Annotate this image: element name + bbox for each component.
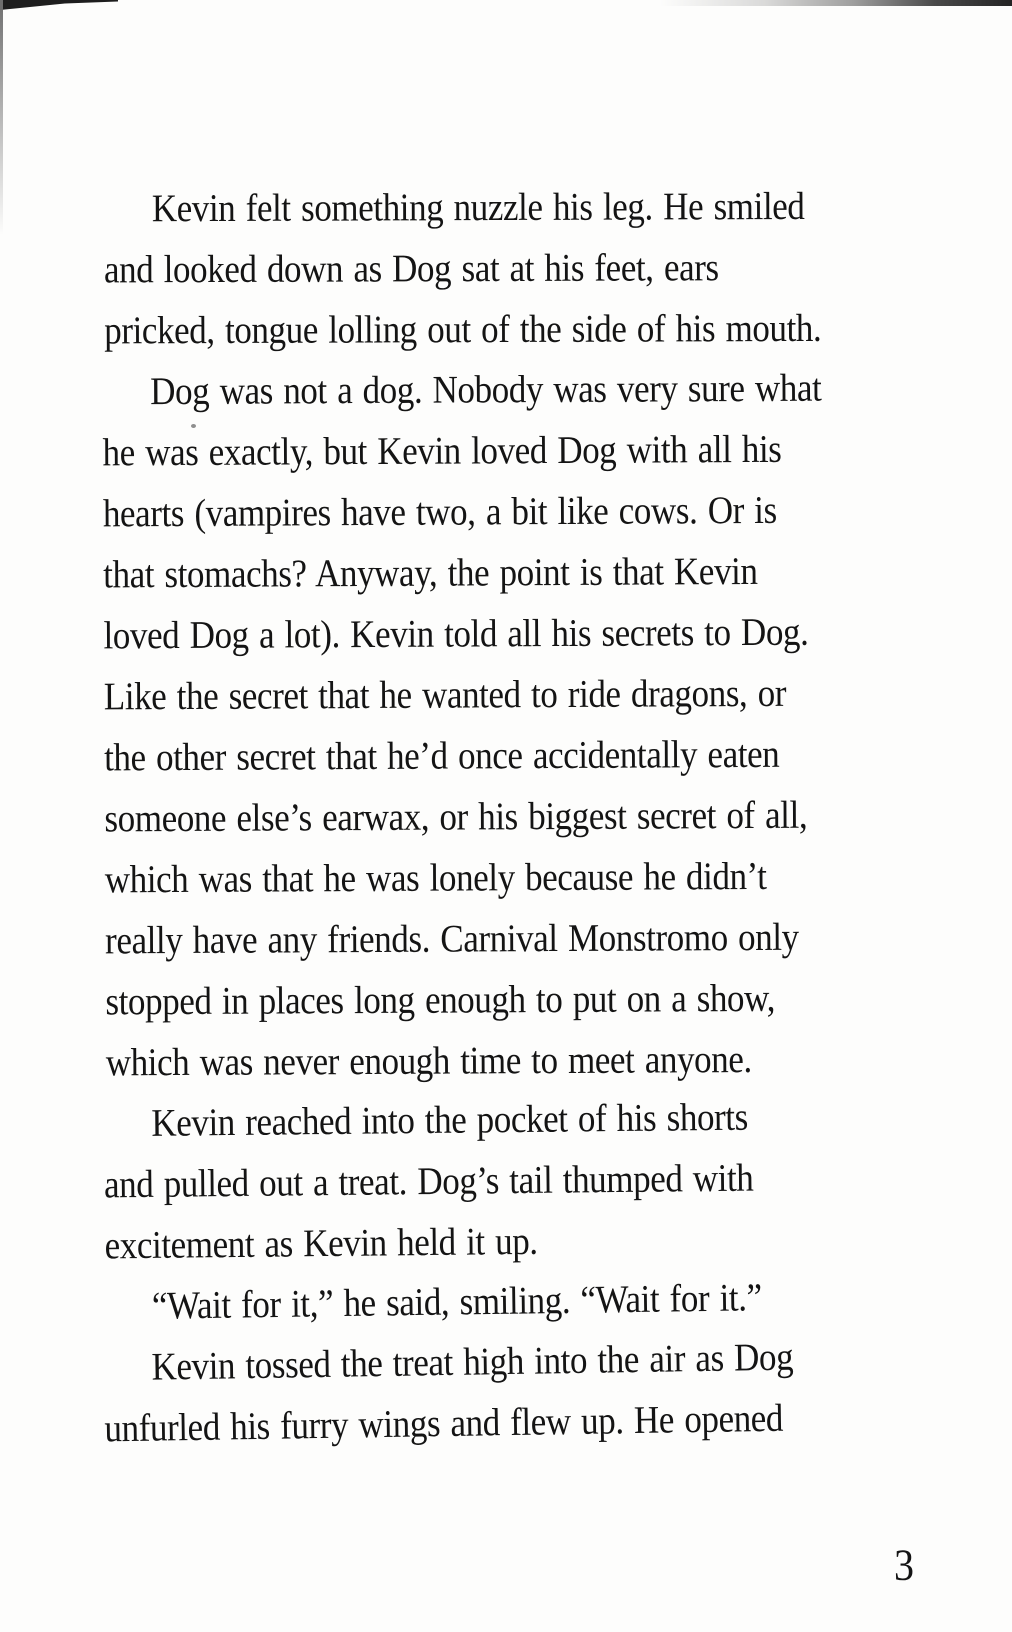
scan-edge-artifact-top-left <box>0 0 118 10</box>
text-line: someone else’s earwax, or his biggest secret of all, <box>104 792 808 841</box>
text-line: Kevin felt something nuzzle his leg. He smiled <box>151 184 805 231</box>
text-line: excitement as Kevin held it up. <box>104 1219 538 1268</box>
text-line: the other secret that he’d once accidentally eaten <box>104 732 780 780</box>
text-line: he was exactly, but Kevin loved Dog with all his <box>102 427 782 475</box>
text-line: that stomachs? Anyway, the point is that Kevin <box>103 549 758 597</box>
text-line: Kevin tossed the treat high into the air as Dog <box>151 1334 794 1389</box>
page-text <box>104 178 904 1459</box>
text-line: Dog was not a dog. Nobody was very sure what <box>150 365 822 414</box>
paragraph <box>104 175 905 361</box>
text-line: unfurled his furry wings and flew up. He opened <box>104 1396 784 1451</box>
page-number: 3 <box>894 1539 914 1590</box>
scan-edge-artifact-left <box>0 0 3 235</box>
text-line: Kevin reached into the pocket of his shorts <box>151 1094 749 1145</box>
text-line: stopped in places long enough to put on a show, <box>105 976 776 1024</box>
text-line: “Wait for it,” he said, smiling. “Wait for it.” <box>151 1275 762 1328</box>
text-line: loved Dog a lot). Kevin told all his secrets to Dog. <box>103 609 809 658</box>
text-line: and pulled out a treat. Dog’s tail thumped with <box>103 1155 754 1207</box>
text-line: which was never enough time to meet anyone. <box>105 1037 752 1085</box>
text-line: Like the secret that he wanted to ride dragons, or <box>103 671 787 719</box>
text-line: and looked down as Dog sat at his feet, ears <box>103 245 719 292</box>
text-line: hearts (vampires have two, a bit like cows. Or is <box>102 488 777 536</box>
text-line: which was that he was lonely because he didn’t <box>104 854 767 902</box>
text-line: pricked, tongue lolling out of the side of his mouth. <box>104 306 822 353</box>
scan-edge-artifact-top-right <box>660 0 1012 6</box>
paragraph <box>102 357 906 1093</box>
paragraph <box>103 1085 905 1276</box>
text-line: really have any friends. Carnival Monstromo only <box>105 915 799 963</box>
paragraph <box>103 1324 905 1459</box>
